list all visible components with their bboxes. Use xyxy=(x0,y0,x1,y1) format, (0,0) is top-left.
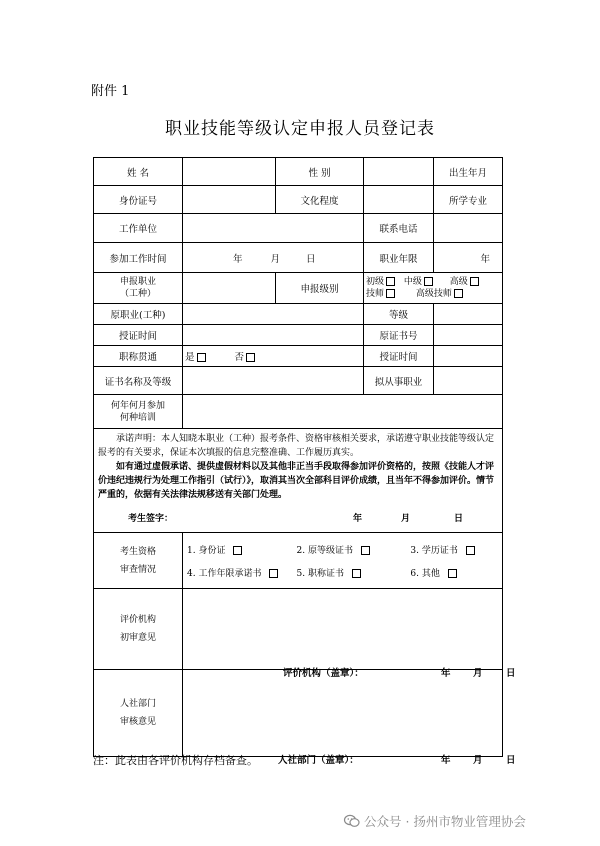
sign-year-mark: 年 xyxy=(353,514,363,524)
apply-job-field[interactable] xyxy=(183,273,276,304)
wechat-icon xyxy=(344,814,360,828)
yes-checkbox[interactable] xyxy=(197,353,206,362)
candidate-sign-label: 考生签字： xyxy=(128,514,174,524)
no-option[interactable] xyxy=(235,349,256,363)
sign-month-mark: 月 xyxy=(401,514,411,524)
check-item[interactable] xyxy=(410,566,498,579)
apply-level-options xyxy=(364,273,503,304)
work-years-unit: 年 xyxy=(480,253,491,265)
level-tech-checkbox[interactable] xyxy=(386,289,395,298)
orig-cert-no-field[interactable] xyxy=(434,325,503,346)
work-unit-label: 工作单位 xyxy=(94,214,183,243)
check-item-checkbox[interactable] xyxy=(466,546,475,555)
form-row xyxy=(94,304,503,325)
year-mark: 年 xyxy=(233,253,243,265)
hr-month-mark: 月 xyxy=(473,755,483,766)
apply-job-label xyxy=(94,273,183,304)
training-line2: 何种培训 xyxy=(119,412,156,423)
cert-time2-field[interactable] xyxy=(434,346,503,367)
form-row xyxy=(94,670,503,757)
form-row xyxy=(94,589,503,670)
work-years-field[interactable] xyxy=(434,243,503,273)
hr-review-line2: 审核意见 xyxy=(119,717,156,727)
level-tech-option[interactable] xyxy=(366,288,395,300)
check-item[interactable] xyxy=(410,543,498,556)
candidate-signature-line xyxy=(98,512,498,526)
cert-time-label: 授证时间 xyxy=(94,325,183,346)
education-label: 文化程度 xyxy=(276,186,364,214)
check-item-label: 2. 原等级证书 xyxy=(296,545,353,556)
check-item-label: 3. 学历证书 xyxy=(410,545,458,556)
hr-review-line1: 人社部门 xyxy=(119,699,156,709)
hr-day-mark: 日 xyxy=(506,755,516,766)
wechat-watermark xyxy=(344,812,526,830)
watermark-text: 公众号 · 扬州市物业管理协会 xyxy=(364,814,526,829)
form-row xyxy=(94,346,503,367)
cert-time2-label: 授证时间 xyxy=(364,346,434,367)
yes-option[interactable] xyxy=(185,349,206,363)
level-junior-checkbox[interactable] xyxy=(386,277,395,286)
orig-job-field[interactable] xyxy=(183,304,364,325)
check-item[interactable] xyxy=(297,543,411,556)
check-item-label: 5. 职称证书 xyxy=(296,568,344,579)
form-row xyxy=(94,273,503,304)
level-senior-option[interactable] xyxy=(450,276,479,288)
check-item-label: 1. 身份证 xyxy=(187,545,226,556)
form-row xyxy=(94,186,503,214)
check-item[interactable] xyxy=(187,566,297,579)
check-item[interactable] xyxy=(187,543,297,556)
footnote: 注：此表由各评价机构存档备查。 xyxy=(93,754,258,767)
training-field[interactable] xyxy=(183,395,503,429)
level-senior-tech-label: 高级技师 xyxy=(415,289,452,299)
pledge-section xyxy=(94,429,503,533)
eval-review-line1: 评价机构 xyxy=(119,615,156,625)
pledge-warning: 如有通过虚假承诺、提供虚假材料以及其他非正当手段取得参加评价资格的，按照《技能人才评价违纪违规行为处理工作指引（试行）》，取消其当次全部科目评价成绩，且当年不得参加评价。情节严重的，依据有关法律法规移送有关部门处理。 xyxy=(98,462,495,500)
no-checkbox[interactable] xyxy=(246,353,255,362)
pledge-paragraph: 承诺声明：本人知晓本职业（工种）报考条件、资格审核相关要求，承诺遵守职业技能等级认定报考的有关要求，保证本次填报的信息完整准确、工作履历真实。 xyxy=(98,434,495,458)
check-item-checkbox[interactable] xyxy=(269,569,278,578)
check-item-checkbox[interactable] xyxy=(233,546,242,555)
gender-field[interactable] xyxy=(364,158,434,186)
eval-review-line2: 初审意见 xyxy=(119,633,156,643)
level-field[interactable] xyxy=(434,304,503,325)
check-grid xyxy=(185,540,500,582)
apply-level-label: 申报级别 xyxy=(276,273,364,304)
check-item-checkbox[interactable] xyxy=(448,569,457,578)
hr-sign-label: 人社部门（盖章）： xyxy=(278,755,359,766)
form-row xyxy=(94,367,503,395)
name-label: 姓 名 xyxy=(94,158,183,186)
major-label: 所学专业 xyxy=(434,186,503,214)
work-start-label: 参加工作时间 xyxy=(94,243,183,273)
level-junior-label: 初级 xyxy=(366,277,385,287)
cert-time-field[interactable] xyxy=(183,325,364,346)
eval-review-field[interactable] xyxy=(183,589,516,679)
name-field[interactable] xyxy=(183,158,276,186)
intended-job-label: 拟从事职业 xyxy=(364,367,434,395)
form-row xyxy=(94,325,503,346)
level-senior-label: 高级 xyxy=(449,277,468,287)
title-link-options xyxy=(183,346,364,367)
check-item-checkbox[interactable] xyxy=(352,569,361,578)
eval-month-mark: 月 xyxy=(473,668,483,679)
qual-review-label xyxy=(94,533,183,589)
gender-label: 性 别 xyxy=(276,158,364,186)
cert-name-level-label: 证书名称及等级 xyxy=(94,367,183,395)
eval-year-mark: 年 xyxy=(441,668,451,679)
attachment-label: 附件 1 xyxy=(91,84,130,99)
hr-year-mark: 年 xyxy=(441,755,451,766)
phone-label: 联系电话 xyxy=(364,214,434,243)
orig-cert-no-label: 原证书号 xyxy=(364,325,434,346)
level-senior-checkbox[interactable] xyxy=(470,277,479,286)
qual-review-line1: 考生资格 xyxy=(119,546,156,557)
work-start-field[interactable] xyxy=(183,243,364,273)
sign-day-mark: 日 xyxy=(454,514,464,524)
training-line1: 何年何月参加 xyxy=(110,400,165,411)
birth-label: 出生年月 xyxy=(434,158,503,186)
level-tech-label: 技师 xyxy=(366,289,385,299)
form-row xyxy=(94,429,503,533)
eval-review-label xyxy=(94,589,183,670)
orig-job-label: 原职业(工种) xyxy=(94,304,183,325)
level-senior-tech-option[interactable] xyxy=(416,288,463,300)
phone-field[interactable] xyxy=(434,214,503,243)
level-junior-option[interactable] xyxy=(366,276,395,288)
hr-review-label xyxy=(94,670,183,757)
id-number-label: 身份证号 xyxy=(94,186,183,214)
id-number-field[interactable] xyxy=(183,186,276,214)
form-row xyxy=(94,395,503,429)
eval-sign-label: 评价机构（盖章）： xyxy=(283,668,364,679)
hr-review-field[interactable] xyxy=(183,670,516,766)
qual-review-line2: 审查情况 xyxy=(119,564,156,575)
level-mid-label: 中级 xyxy=(403,277,422,287)
work-years-label: 职业年限 xyxy=(364,243,434,273)
month-mark: 月 xyxy=(270,253,281,265)
qual-review-checks xyxy=(183,533,503,589)
check-item-label: 6. 其他 xyxy=(410,568,440,579)
form-row xyxy=(94,243,503,273)
training-label xyxy=(94,395,183,429)
work-unit-field[interactable] xyxy=(183,214,364,243)
title-link-label: 职称贯通 xyxy=(94,346,183,367)
level-senior-tech-checkbox[interactable] xyxy=(454,289,463,298)
no-label: 否 xyxy=(234,352,245,363)
check-item-checkbox[interactable] xyxy=(361,546,370,555)
check-item-label: 4. 工作年限承诺书 xyxy=(187,568,262,579)
education-field[interactable] xyxy=(364,186,434,214)
level-mid-checkbox[interactable] xyxy=(424,277,433,286)
cert-name-level-field[interactable] xyxy=(183,367,364,395)
level-label: 等级 xyxy=(364,304,434,325)
check-item[interactable] xyxy=(297,566,411,579)
day-mark: 日 xyxy=(306,253,316,265)
page-title: 职业技能等级认定申报人员登记表 xyxy=(165,119,435,139)
yes-label: 是 xyxy=(185,352,195,363)
intended-job-field[interactable] xyxy=(434,367,503,395)
apply-job-line1: 申报职业 xyxy=(119,277,156,287)
apply-job-line2: （工种） xyxy=(119,289,156,299)
form-row xyxy=(94,158,503,186)
level-mid-option[interactable] xyxy=(404,276,433,288)
form-row xyxy=(94,533,503,589)
eval-day-mark: 日 xyxy=(506,668,516,679)
form-row xyxy=(94,214,503,243)
